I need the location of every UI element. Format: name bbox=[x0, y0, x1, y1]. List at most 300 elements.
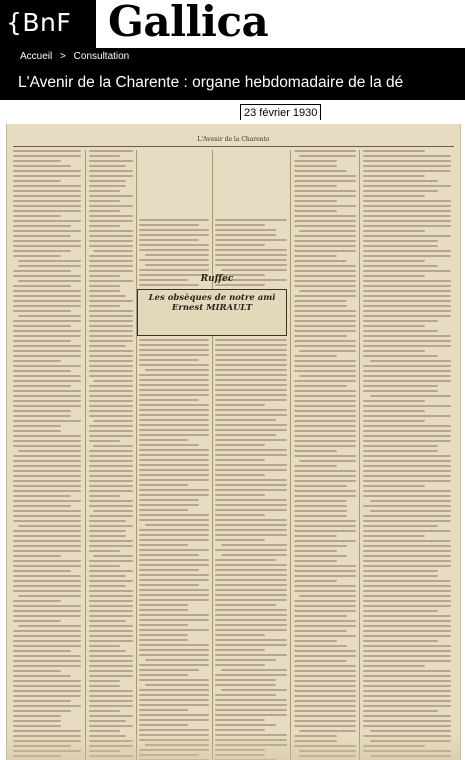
scanned-text-line bbox=[89, 355, 133, 357]
scanned-text-line bbox=[139, 644, 209, 646]
scanned-text-line bbox=[139, 244, 209, 246]
scanned-text-line bbox=[215, 249, 287, 251]
scanned-text-line bbox=[215, 664, 265, 666]
scanned-text-line bbox=[363, 540, 451, 542]
scanned-text-line bbox=[13, 205, 81, 207]
scanned-text-line bbox=[139, 454, 209, 456]
scanned-text-line bbox=[139, 534, 209, 536]
scanned-text-line bbox=[89, 690, 133, 692]
scanned-text-line bbox=[299, 155, 356, 157]
scanned-text-line bbox=[13, 190, 81, 192]
scanned-text-line bbox=[139, 554, 199, 556]
scanned-text-line bbox=[13, 660, 81, 662]
gallica-logo[interactable]: Gallica bbox=[108, 0, 269, 46]
scanned-text-line bbox=[13, 585, 81, 587]
scanned-text-line bbox=[89, 315, 133, 317]
scanned-text-line bbox=[294, 380, 356, 382]
scanned-text-line bbox=[294, 315, 356, 317]
scanned-text-line bbox=[89, 300, 133, 302]
column-divider bbox=[85, 150, 86, 760]
scanned-text-line bbox=[294, 450, 337, 452]
scanned-text-line bbox=[363, 585, 451, 587]
scanned-text-line bbox=[215, 219, 287, 221]
scanned-text-line bbox=[294, 490, 356, 492]
scanned-text-line bbox=[363, 160, 451, 162]
scanned-text-line bbox=[363, 565, 451, 567]
scanned-text-line bbox=[13, 685, 81, 687]
scanned-text-line bbox=[139, 529, 209, 531]
scanned-text-line bbox=[13, 475, 81, 477]
scanned-text-line bbox=[139, 719, 209, 721]
scanned-text-line bbox=[89, 610, 133, 612]
scanned-text-line bbox=[13, 170, 81, 172]
scanned-text-line bbox=[13, 300, 81, 302]
scanned-text-line bbox=[89, 265, 133, 267]
scanned-text-line bbox=[13, 320, 81, 322]
scanned-text-line bbox=[215, 409, 287, 411]
scanned-text-line bbox=[294, 260, 347, 262]
scanned-text-line bbox=[294, 430, 356, 432]
scanned-text-line bbox=[215, 589, 287, 591]
scanned-text-line bbox=[145, 659, 209, 661]
scanned-text-line bbox=[139, 404, 209, 406]
scanned-text-line bbox=[139, 709, 188, 711]
scanned-text-line bbox=[215, 464, 287, 466]
scanned-text-line bbox=[13, 270, 71, 272]
scanned-text-line bbox=[294, 390, 356, 392]
scanned-text-line bbox=[294, 270, 356, 272]
scanned-text-line bbox=[13, 510, 81, 512]
scanned-text-line bbox=[363, 390, 438, 392]
scanned-text-line bbox=[13, 590, 81, 592]
scanned-text-line bbox=[363, 365, 451, 367]
scanned-text-line bbox=[139, 229, 209, 231]
scanned-text-line bbox=[89, 550, 120, 552]
scanned-text-line bbox=[13, 245, 81, 247]
scanned-text-line bbox=[139, 559, 209, 561]
scanned-text-line bbox=[215, 254, 287, 256]
scanned-text-line bbox=[363, 165, 451, 167]
scanned-text-line bbox=[13, 600, 61, 602]
scanned-text-line bbox=[363, 680, 451, 682]
scanned-text-line bbox=[215, 594, 287, 596]
scanned-text-line bbox=[13, 445, 81, 447]
scanned-text-line bbox=[215, 489, 287, 491]
scanned-text-line bbox=[139, 359, 199, 361]
text-column bbox=[363, 150, 451, 760]
scanned-text-line bbox=[363, 470, 451, 472]
scanned-text-line bbox=[294, 385, 347, 387]
scanned-text-line bbox=[18, 315, 81, 317]
scanned-text-line bbox=[294, 445, 356, 447]
scanned-text-line bbox=[215, 369, 287, 371]
scanned-text-line bbox=[139, 344, 209, 346]
scanned-text-line bbox=[294, 625, 356, 627]
scanned-text-line bbox=[93, 555, 133, 557]
scanned-text-line bbox=[13, 670, 61, 672]
scanned-text-line bbox=[13, 250, 71, 252]
scanned-text-line bbox=[221, 544, 287, 546]
scanned-text-line bbox=[294, 585, 356, 587]
scanned-text-line bbox=[139, 694, 209, 696]
scanned-text-line bbox=[370, 500, 451, 502]
scanned-text-line bbox=[139, 419, 209, 421]
scanned-text-line bbox=[13, 150, 81, 152]
scanned-text-line bbox=[294, 255, 337, 257]
scanned-text-line bbox=[89, 365, 133, 367]
scanned-text-line bbox=[139, 544, 188, 546]
scanned-text-line bbox=[89, 155, 120, 157]
scanned-text-line bbox=[13, 155, 81, 157]
scanned-text-line bbox=[215, 419, 276, 421]
scanned-text-line bbox=[294, 600, 356, 602]
scanned-text-line bbox=[145, 684, 209, 686]
scanned-text-line bbox=[13, 620, 61, 622]
scanned-text-line bbox=[294, 475, 356, 477]
scanned-text-line bbox=[89, 200, 120, 202]
scanned-text-line bbox=[294, 565, 356, 567]
scanned-text-line bbox=[13, 165, 71, 167]
scanned-text-line bbox=[139, 664, 209, 666]
scanned-text-line bbox=[89, 425, 133, 427]
scanned-text-line bbox=[294, 610, 356, 612]
scanned-text-line bbox=[89, 340, 133, 342]
scanned-text-line bbox=[221, 554, 287, 556]
scanned-text-line bbox=[294, 320, 356, 322]
scanned-text-line bbox=[89, 535, 126, 537]
scanned-text-line bbox=[89, 305, 120, 307]
scanned-text-line bbox=[13, 405, 81, 407]
scanned-text-line bbox=[363, 560, 451, 562]
scanned-text-line bbox=[215, 604, 276, 606]
scanned-text-line bbox=[89, 160, 133, 162]
scanned-text-line bbox=[13, 235, 71, 237]
scanned-text-line bbox=[139, 394, 209, 396]
scanned-text-line bbox=[294, 170, 347, 172]
page-masthead: L'Avenir de la Charente bbox=[197, 136, 270, 143]
scanned-text-line bbox=[89, 625, 133, 627]
scanned-text-line bbox=[215, 344, 287, 346]
scanned-text-line bbox=[139, 434, 209, 436]
scanned-text-line bbox=[363, 300, 451, 302]
scanned-text-line bbox=[139, 284, 199, 286]
scanned-text-line bbox=[215, 244, 265, 246]
scanned-text-line bbox=[294, 455, 356, 457]
scanned-text-line bbox=[13, 675, 71, 677]
scanned-text-line bbox=[363, 570, 438, 572]
scanned-text-line bbox=[215, 379, 287, 381]
scanned-text-line bbox=[89, 255, 133, 257]
scanned-text-line bbox=[215, 444, 265, 446]
scanned-text-line bbox=[294, 355, 337, 357]
scanned-text-line bbox=[294, 690, 356, 692]
scanned-text-line bbox=[363, 255, 451, 257]
scanned-text-line bbox=[89, 320, 133, 322]
scanned-text-line bbox=[89, 645, 120, 647]
site-header bbox=[0, 0, 465, 48]
scanned-text-line bbox=[139, 499, 199, 501]
scanned-text-line bbox=[139, 649, 209, 651]
scanned-text-line bbox=[13, 390, 81, 392]
scanned-text-line bbox=[363, 385, 438, 387]
scanned-text-line bbox=[89, 405, 133, 407]
scanned-text-line bbox=[363, 600, 451, 602]
scanned-text-line bbox=[294, 180, 356, 182]
scanned-text-line bbox=[294, 515, 347, 517]
scanned-text-line bbox=[363, 495, 451, 497]
scanned-text-line bbox=[294, 710, 356, 712]
scanned-text-line bbox=[215, 649, 265, 651]
scanned-text-line bbox=[363, 175, 425, 177]
scanned-text-line bbox=[363, 505, 451, 507]
section-town-heading: Ruffec bbox=[200, 274, 234, 284]
scanned-text-line bbox=[363, 275, 425, 277]
scanned-text-line bbox=[89, 220, 133, 222]
scanned-text-line bbox=[89, 415, 133, 417]
scanned-text-line bbox=[294, 590, 356, 592]
scanned-text-line bbox=[294, 495, 356, 497]
scanned-text-line bbox=[294, 670, 356, 672]
scanned-text-line bbox=[13, 580, 81, 582]
breadcrumb bbox=[0, 48, 465, 65]
scanned-text-line bbox=[93, 510, 133, 512]
scanned-text-line bbox=[294, 245, 356, 247]
scanned-text-line bbox=[13, 550, 81, 552]
scanned-text-line bbox=[89, 440, 120, 442]
scanned-text-line bbox=[139, 674, 188, 676]
scanned-text-line bbox=[294, 680, 356, 682]
scanned-text-line bbox=[294, 185, 337, 187]
scanned-text-line bbox=[363, 345, 451, 347]
scanned-text-line bbox=[363, 690, 451, 692]
scanned-text-line bbox=[294, 280, 356, 282]
scanned-text-line bbox=[93, 420, 133, 422]
scanned-text-line bbox=[139, 409, 209, 411]
scanned-text-line bbox=[363, 230, 425, 232]
scanned-text-line bbox=[370, 510, 451, 512]
scanned-text-line bbox=[215, 639, 287, 641]
scanned-text-line bbox=[215, 484, 287, 486]
scanned-text-line bbox=[13, 545, 81, 547]
scanned-text-line bbox=[139, 384, 209, 386]
scanned-text-line bbox=[294, 250, 356, 252]
scanned-text-line bbox=[363, 195, 425, 197]
scanned-text-line bbox=[363, 315, 451, 317]
scanned-text-line bbox=[89, 705, 133, 707]
scanned-text-line bbox=[13, 460, 81, 462]
scanned-text-line bbox=[89, 585, 126, 587]
scanned-text-line bbox=[139, 469, 209, 471]
scanned-text-line bbox=[13, 605, 81, 607]
scanned-text-line bbox=[363, 575, 438, 577]
scanned-text-line bbox=[13, 430, 61, 432]
scanned-text-line bbox=[215, 534, 287, 536]
scanned-text-line bbox=[89, 360, 133, 362]
scanned-text-line bbox=[294, 635, 356, 637]
scanned-text-line bbox=[299, 350, 356, 352]
scanned-text-line bbox=[89, 700, 133, 702]
breadcrumb-home-link[interactable]: Accueil bbox=[20, 51, 53, 62]
scanned-text-line bbox=[215, 439, 287, 441]
scanned-text-line bbox=[139, 504, 199, 506]
scanned-text-line bbox=[294, 370, 356, 372]
scanned-text-line bbox=[294, 505, 347, 507]
scanned-text-line bbox=[299, 230, 356, 232]
scanned-text-line bbox=[139, 729, 209, 731]
scanned-text-line bbox=[89, 540, 133, 542]
scanned-text-line bbox=[139, 619, 209, 621]
featured-article-box bbox=[137, 289, 287, 336]
scanned-text-line bbox=[294, 525, 356, 527]
scanned-text-line bbox=[89, 370, 133, 372]
scanned-text-line bbox=[139, 429, 209, 431]
scanned-text-line bbox=[370, 395, 451, 397]
scanned-text-line bbox=[215, 349, 287, 351]
scanned-text-line bbox=[89, 685, 120, 687]
scanned-text-line bbox=[215, 429, 287, 431]
scanned-text-line bbox=[363, 330, 438, 332]
bnf-logo[interactable]: {BnF bbox=[0, 0, 96, 48]
scanned-text-line bbox=[89, 660, 133, 662]
scanned-text-line bbox=[294, 480, 356, 482]
scanned-text-line bbox=[294, 205, 356, 207]
scanned-text-line bbox=[363, 370, 451, 372]
scanned-text-line bbox=[18, 280, 81, 282]
scanned-text-line bbox=[363, 220, 451, 222]
scanned-text-line bbox=[13, 440, 81, 442]
scanned-text-line bbox=[139, 269, 209, 271]
scanned-text-line bbox=[13, 400, 81, 402]
document-viewer[interactable] bbox=[0, 120, 465, 760]
scanned-text-line bbox=[215, 659, 276, 661]
scanned-text-line bbox=[294, 720, 356, 722]
scanned-text-line bbox=[363, 210, 451, 212]
scanned-text-line bbox=[294, 325, 356, 327]
scanned-text-line bbox=[299, 595, 356, 597]
scanned-text-line bbox=[370, 730, 451, 732]
scanned-text-line bbox=[145, 254, 209, 256]
scanned-text-line bbox=[139, 224, 199, 226]
scanned-text-line bbox=[215, 624, 287, 626]
scanned-text-line bbox=[370, 360, 451, 362]
scanned-text-line bbox=[89, 710, 120, 712]
scanned-text-line bbox=[89, 240, 133, 242]
scanned-text-line bbox=[294, 395, 356, 397]
scanned-text-line bbox=[294, 215, 356, 217]
scanned-text-line bbox=[13, 175, 81, 177]
scanned-text-line bbox=[13, 295, 81, 297]
scanned-text-line bbox=[139, 549, 209, 551]
scanned-text-line bbox=[363, 660, 451, 662]
scanned-text-line bbox=[215, 614, 287, 616]
scanned-text-line bbox=[139, 349, 209, 351]
column-divider bbox=[136, 150, 137, 760]
scanned-text-line bbox=[89, 590, 133, 592]
scanned-text-line bbox=[13, 375, 81, 377]
scanned-text-line bbox=[215, 634, 265, 636]
scanned-text-line bbox=[363, 435, 451, 437]
scanned-text-line bbox=[215, 574, 287, 576]
scanned-text-line bbox=[363, 425, 451, 427]
scanned-text-line bbox=[363, 280, 451, 282]
scanned-text-line bbox=[13, 200, 81, 202]
scanned-text-line bbox=[363, 190, 438, 192]
scanned-text-line bbox=[294, 435, 356, 437]
scanned-text-line bbox=[363, 625, 451, 627]
scanned-text-line bbox=[89, 725, 133, 727]
scanned-text-line bbox=[294, 415, 356, 417]
scanned-text-line bbox=[13, 185, 81, 187]
scanned-text-line bbox=[363, 555, 451, 557]
scanned-text-line bbox=[139, 474, 209, 476]
scanned-text-line bbox=[294, 310, 356, 312]
scanned-text-line bbox=[363, 620, 451, 622]
scanned-text-line bbox=[89, 350, 133, 352]
scanned-text-line bbox=[215, 584, 287, 586]
scanned-text-line bbox=[18, 265, 81, 267]
scanned-text-line bbox=[139, 604, 188, 606]
scanned-text-line bbox=[363, 525, 438, 527]
scanned-text-line bbox=[89, 205, 133, 207]
scanned-text-line bbox=[294, 175, 356, 177]
scanned-text-line bbox=[89, 495, 120, 497]
scanned-text-line bbox=[139, 579, 209, 581]
scanned-text-line bbox=[363, 240, 438, 242]
scanned-text-line bbox=[89, 455, 133, 457]
scanned-text-line bbox=[13, 535, 81, 537]
scanned-text-line bbox=[363, 225, 451, 227]
scanned-text-line bbox=[363, 645, 451, 647]
scanned-text-line bbox=[294, 225, 356, 227]
scanned-text-line bbox=[13, 395, 81, 397]
document-title-bar bbox=[0, 65, 465, 100]
scanned-text-line bbox=[13, 565, 81, 567]
scanned-text-line bbox=[294, 700, 356, 702]
scanned-text-line bbox=[363, 485, 425, 487]
scanned-text-line bbox=[215, 454, 287, 456]
scanned-text-line bbox=[13, 385, 71, 387]
scanned-text-line bbox=[363, 515, 451, 517]
scanned-text-line bbox=[13, 380, 81, 382]
scanned-text-line bbox=[215, 579, 287, 581]
scanned-text-line bbox=[89, 335, 133, 337]
scanned-text-line bbox=[215, 389, 287, 391]
scanned-text-line bbox=[139, 374, 209, 376]
scanned-text-line bbox=[89, 655, 133, 657]
scanned-text-line bbox=[89, 520, 126, 522]
scanned-text-line bbox=[363, 155, 451, 157]
scanned-text-line bbox=[294, 645, 347, 647]
scanned-text-line bbox=[89, 435, 133, 437]
scanned-text-line bbox=[89, 480, 133, 482]
scanned-text-line bbox=[13, 700, 71, 702]
scanned-text-line bbox=[215, 354, 287, 356]
scanned-text-line bbox=[215, 694, 276, 696]
scanned-text-line bbox=[13, 220, 81, 222]
scanned-text-line bbox=[294, 650, 356, 652]
scanned-text-line bbox=[215, 529, 287, 531]
scanned-text-line bbox=[294, 465, 337, 467]
scanned-text-line bbox=[294, 470, 356, 472]
scanned-text-line bbox=[215, 709, 287, 711]
issue-date-badge[interactable]: 23 février 1930 bbox=[240, 104, 321, 122]
newspaper-page-image[interactable] bbox=[6, 124, 461, 760]
scanned-text-line bbox=[13, 560, 81, 562]
scanned-text-line bbox=[363, 635, 451, 637]
scanned-text-line bbox=[89, 530, 126, 532]
scanned-text-line bbox=[294, 580, 337, 582]
scanned-text-line bbox=[221, 269, 287, 271]
